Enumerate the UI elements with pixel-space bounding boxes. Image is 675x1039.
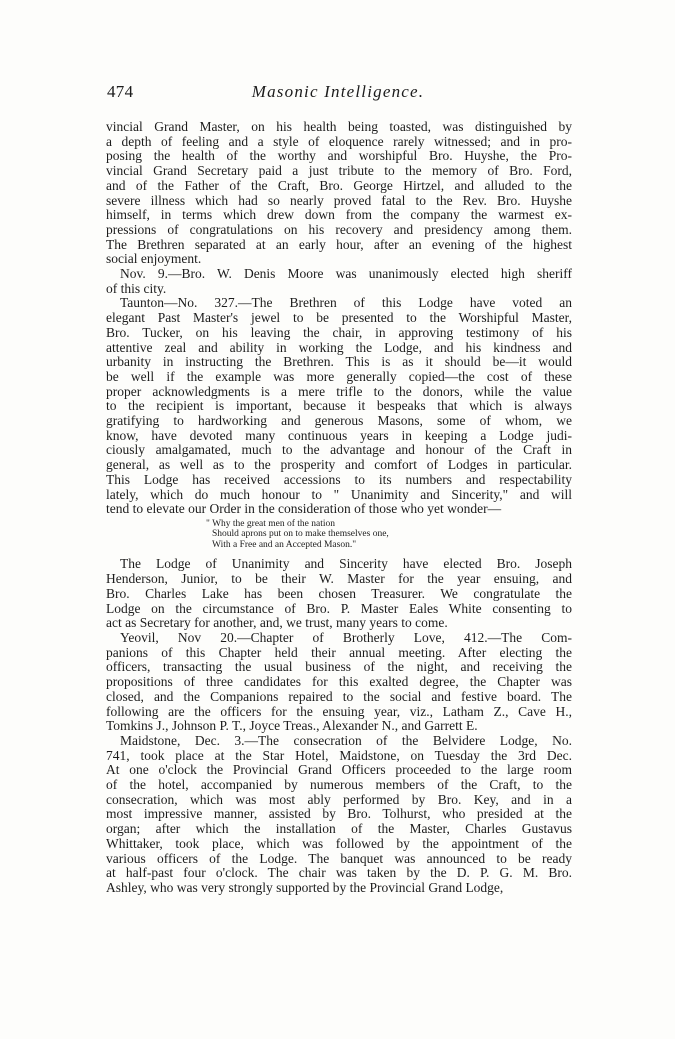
text-line: urbanity in instructing the Brethren. This is as it should be—it would — [106, 354, 572, 370]
text-line: of the hotel, accompanied by numerous members of the Craft, to the — [106, 777, 572, 793]
text-line: propositions of three candidates for this exalted degree, the Chapter was — [106, 674, 572, 690]
verse-line: " Why the great men of the nation — [206, 518, 336, 529]
text-line: consecration, which was most ably performed by Bro. Key, and in a — [106, 791, 572, 807]
text-line: officers, transacting the usual business of the night, and receiving the — [106, 659, 572, 675]
page-header — [107, 82, 569, 108]
text-line: Maidstone, Dec. 3.—The consecration of the Belvidere Lodge, No. — [120, 732, 572, 748]
text-line: and of the Father of the Craft, Bro. George Hirtzel, and alluded to the — [106, 177, 572, 193]
text-line: following are the officers for the ensuing year, viz., Latham Z., Cave H., — [106, 703, 572, 719]
article-body — [106, 120, 572, 896]
paragraph — [106, 631, 572, 734]
text-line: Nov. 9.—Bro. W. Denis Moore was unanimously elected high sheriff — [120, 266, 572, 282]
paragraph — [106, 557, 572, 631]
page-number: 474 — [107, 82, 134, 101]
verse-line: With a Free and an Accepted Mason." — [212, 539, 357, 550]
text-line: Tomkins J., Johnson P. T., Joyce Treas., Alexander N., and Garrett E. — [106, 718, 478, 734]
text-line: tend to elevate our Order in the consideration of those who yet wonder— — [106, 501, 502, 517]
text-line: attentive zeal and ability in working the Lodge, and his kindness and — [106, 339, 572, 355]
text-line: himself, in terms which drew down from the company the warmest ex- — [106, 207, 572, 223]
text-line: At one o'clock the Provincial Grand Officers proceeded to the large room — [106, 762, 572, 778]
paragraph — [106, 296, 572, 517]
text-line: The Brethren separated at an early hour, after an evening of the highest — [106, 236, 572, 252]
text-line: closed, and the Companions repaired to the social and festive board. The — [106, 688, 572, 704]
text-line: act as Secretary for another, and, we trust, many years to come. — [106, 615, 448, 631]
running-title: Masonic Intelligence. — [251, 82, 425, 101]
text-line: to the recipient is important, because it bespeaks that which is always — [106, 398, 572, 414]
text-line: Bro. Tucker, on his leaving the chair, in approving testimony of his — [106, 324, 572, 340]
text-line: severe illness which had so nearly proved fatal to the Rev. Bro. Huyshe — [106, 192, 572, 208]
text-line: This Lodge has received accessions to its numbers and respectability — [106, 471, 572, 487]
paragraph — [106, 734, 572, 896]
text-line: panions of this Chapter held their annual meeting. After electing the — [106, 644, 572, 660]
text-line: ciously amalgamated, much to the advantage and honour of the Craft in — [106, 442, 572, 458]
text-line: proper acknowledgments is a mere trifle to the donors, while the value — [106, 383, 572, 399]
paragraphs-before-verse — [106, 120, 572, 517]
text-line: gratifying to hardworking and generous Masons, some of whom, we — [106, 413, 572, 429]
text-line: Henderson, Junior, to be their W. Master for the year ensuing, and — [106, 571, 572, 587]
text-line: at half-past four o'clock. The chair was taken by the D. P. G. M. Bro. — [106, 865, 572, 881]
text-line: vincial Grand Master, on his health being toasted, was distinguished by — [106, 119, 572, 134]
paragraph — [106, 120, 572, 267]
text-line: know, have devoted many continuous years in keeping a Lodge judi- — [106, 427, 572, 443]
text-line: most impressive manner, assisted by Bro. Tolhurst, who presided at the — [106, 806, 572, 822]
text-line: Taunton—No. 327.—The Brethren of this Lodge have voted an — [120, 295, 572, 311]
text-line: of this city. — [106, 280, 167, 296]
text-line: be well if the example was more generally copied—the cost of these — [106, 368, 572, 384]
paragraph — [106, 267, 572, 296]
text-line: Yeovil, Nov 20.—Chapter of Brotherly Love, 412.—The Com- — [120, 630, 572, 645]
text-line: elegant Past Master's jewel to be presented to the Worshipful Master, — [106, 310, 572, 326]
text-line: Lodge on the circumstance of Bro. P. Master Eales White consenting to — [106, 600, 572, 616]
text-line: a depth of feeling and a style of eloquence rarely witnessed; and in pro- — [106, 133, 572, 149]
text-line: The Lodge of Unanimity and Sincerity have elected Bro. Joseph — [120, 556, 572, 572]
text-line: posing the health of the worthy and worshipful Bro. Huyshe, the Pro- — [106, 148, 572, 164]
text-line: Whittaker, took place, which was followed by the appointment of the — [106, 835, 572, 851]
text-line: lately, which do much honour to " Unanimity and Sincerity," and will — [106, 486, 572, 502]
text-line: vincial Grand Secretary paid a just tribute to the memory of Bro. Ford, — [106, 163, 572, 179]
text-line: Bro. Charles Lake has been chosen Treasurer. We congratulate the — [106, 585, 572, 601]
text-line: Ashley, who was very strongly supported by the Provincial Grand Lodge, — [106, 879, 504, 895]
paragraphs-after-verse — [106, 557, 572, 895]
text-line: organ; after which the installation of the Master, Charles Gustavus — [106, 821, 572, 837]
verse-quotation — [206, 519, 572, 551]
text-line: social enjoyment. — [106, 251, 202, 267]
text-line: various officers of the Lodge. The banquet was announced to be ready — [106, 850, 572, 866]
verse-line: Should aprons put on to make themselves one, — [212, 529, 389, 540]
text-line: general, as well as to the prosperity and comfort of Lodges in particular. — [106, 457, 572, 473]
text-line: 741, took place at the Star Hotel, Maidstone, on Tuesday the 3rd Dec. — [106, 747, 572, 763]
text-line: pressions of congratulations on his recovery and presidency among them. — [106, 221, 572, 237]
